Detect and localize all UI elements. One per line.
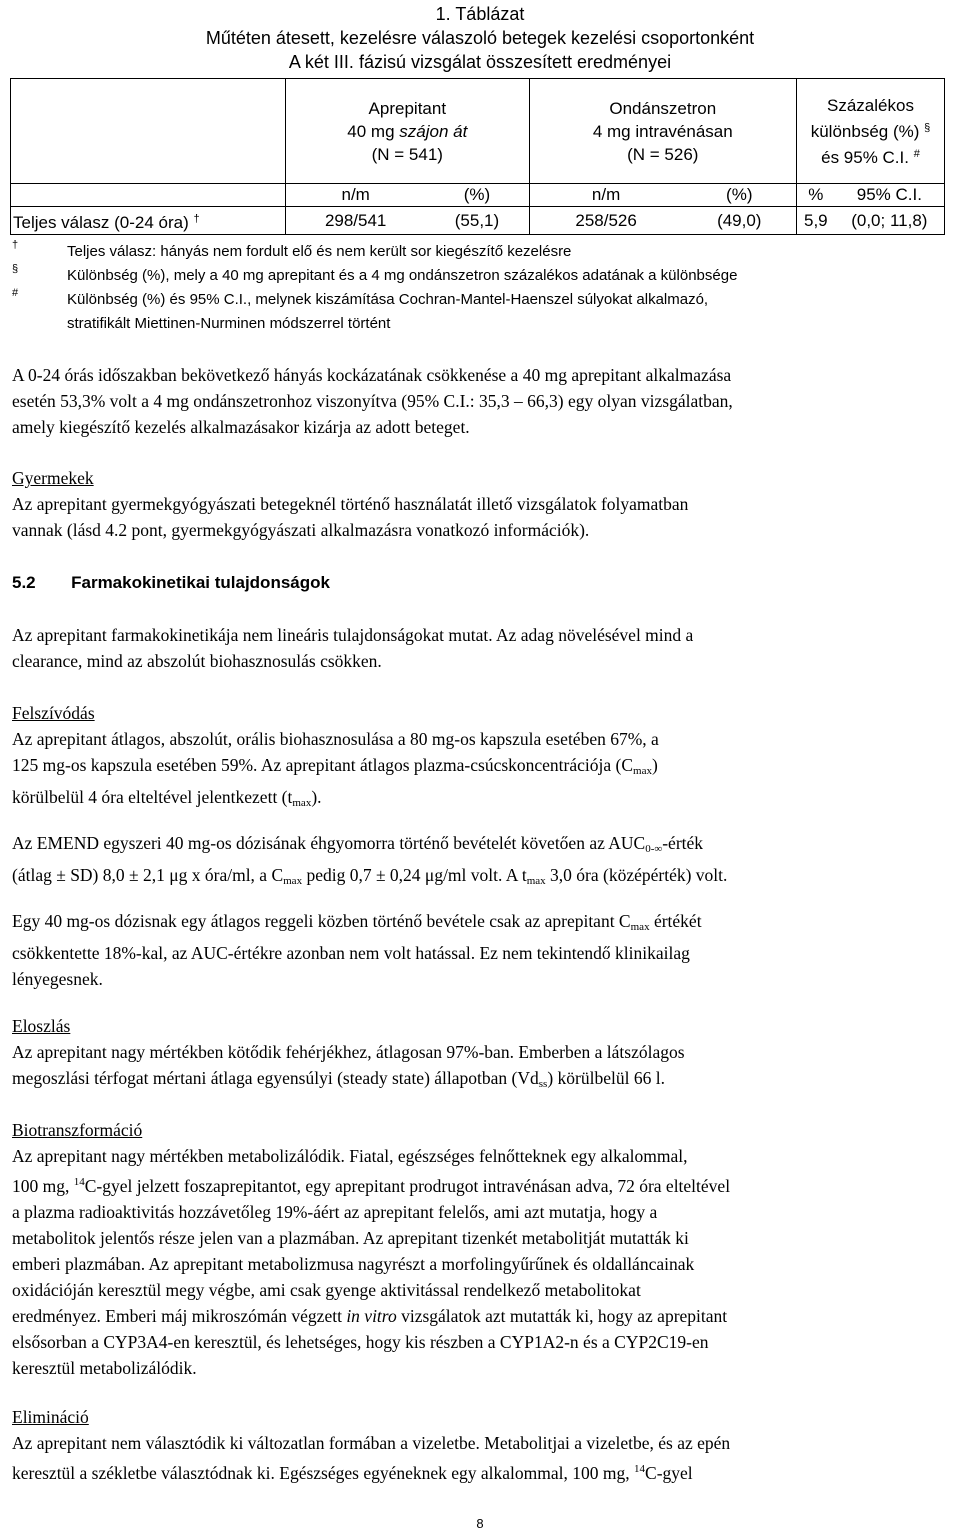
header-ondanszetron-line3: (N = 526) xyxy=(627,144,699,164)
text-line: keresztül a székletbe választódnak ki. Egészséges egyéneknek egy alkalommal, 100 mg, $^{14}$C-gyel xyxy=(12,1463,693,1483)
subheader-cell: (%) xyxy=(425,184,529,207)
header-aprepitant-line2: 40 mg szájon át xyxy=(347,121,468,141)
results-table xyxy=(10,78,945,235)
text-line: körülbelül 4 óra elteltével jelentkezett (tmax). xyxy=(12,787,322,809)
subheader-empty xyxy=(11,184,286,207)
heading-biotranszformacio: Biotranszformáció xyxy=(12,1120,143,1140)
heading-gyermekek: Gyermekek xyxy=(12,468,94,488)
table-cell: 5,9 xyxy=(796,207,834,235)
text-line: 125 mg-os kapszula esetében 59%. Az aprepitant átlagos plazma-csúcskoncentrációja (Cmax) xyxy=(12,755,658,777)
section-biotranszformacio xyxy=(12,1117,947,1381)
table-cell: 298/541 xyxy=(286,207,426,235)
subheader-cell: % xyxy=(796,184,834,207)
table-row xyxy=(11,207,945,235)
paragraph-risk-reduction xyxy=(12,362,947,440)
text-line: esetén 53,3% volt a 4 mg ondánszetronhoz viszonyítva (95% C.I.: 35,3 – 66,3) egy olyan vizsgálatban, xyxy=(12,391,733,411)
footnote xyxy=(10,240,945,264)
text-line: megoszlási térfogat mértani átlaga egyensúlyi (steady state) állapotban (Vdss) körülbelül 66 l. xyxy=(12,1068,665,1090)
text-line: 100 mg, $^{14}$C-gyel jelzett foszaprepitantot, egy aprepitant prodrugot intravénásan adva, 72 óra elteltével xyxy=(12,1176,731,1196)
section-number: 5.2 xyxy=(12,573,36,592)
section-title: Farmakokinetikai tulajdonságok xyxy=(71,573,330,592)
page-number: 8 xyxy=(476,1516,484,1531)
table-cell: 258/526 xyxy=(529,207,683,235)
text-line: keresztül metabolizálódik. xyxy=(12,1358,197,1378)
header-kulonbseg-line3: és 95% C.I. # xyxy=(821,147,920,167)
text-line: a plazma radioaktivitás hozzávetőleg 19%-áért az aprepitant felelős, ami azt mutatja, hogy a xyxy=(12,1202,658,1222)
footnote-text: Különbség (%), mely a 40 mg aprepitant és a 4 mg ondánszetron százalékos adatának a különbsége xyxy=(67,267,738,284)
table-title-line3: A két III. fázisú vizsgálat összesített eredményei xyxy=(288,52,672,72)
footnote-text: Különbség (%) és 95% C.I., melynek kiszámítása Cochran-Mantel-Haenszel súlyokat alkalmazó, xyxy=(67,291,709,308)
text-line: oxidációján keresztül megy végbe, ami csak gyenge aktivitással rendelkező metabolitokat xyxy=(12,1280,641,1300)
text-line: amely kiegészítő kezelés alkalmazásakor kizárja az adott beteget. xyxy=(12,417,470,437)
header-ondanszetron-line2: 4 mg intravénásan xyxy=(592,121,733,141)
header-kulonbseg-line2: különbség (%) § xyxy=(810,121,931,141)
header-empty-cell xyxy=(11,79,286,184)
footnote-mark: † xyxy=(12,239,19,251)
table-header-row xyxy=(11,79,945,184)
section-eliminacio xyxy=(12,1404,947,1486)
table-cell: (0,0; 11,8) xyxy=(835,207,945,235)
header-aprepitant xyxy=(286,79,530,184)
table-title-line1: 1. Táblázat xyxy=(435,4,525,24)
heading-eloszlas: Eloszlás xyxy=(12,1016,71,1036)
table-subheader-row xyxy=(11,184,945,207)
text-line: clearance, mind az abszolút biohasznosulás csökken. xyxy=(12,651,382,671)
paragraph-emend xyxy=(12,830,947,894)
text-line: Az aprepitant nagy mértékben kötődik fehérjékhez, átlagosan 97%-ban. Emberben a látszólagos xyxy=(12,1042,685,1062)
subheader-cell: (%) xyxy=(683,184,797,207)
footnote xyxy=(10,288,945,312)
footnote-mark: # xyxy=(12,287,19,299)
header-kulonbseg xyxy=(796,79,944,184)
text-line: A 0-24 órás időszakban bekövetkező hányás kockázatának csökkenése a 40 mg aprepitant alkalmazása xyxy=(12,365,732,385)
text-line: emberi plazmában. Az aprepitant metabolizmusa nagyrészt a morfolingyűrűnek és oldalláncainak xyxy=(12,1254,695,1274)
table-cell: (49,0) xyxy=(683,207,797,235)
table-title-line2: Műtéten átesett, kezelésre válaszoló betegek kezelési csoportonként xyxy=(205,28,755,48)
header-ondanszetron-line1: Ondánszetron xyxy=(609,98,717,118)
paragraph-pk xyxy=(12,622,947,674)
table-cell: (55,1) xyxy=(425,207,529,235)
header-ondanszetron xyxy=(529,79,796,184)
text-line: (átlag ± SD) 8,0 ± 2,1 μg x óra/ml, a Cmax pedig 0,7 ± 0,24 μg/ml volt. A tmax 3,0 óra (középérték) volt. xyxy=(12,865,728,887)
text-line: csökkentette 18%-kal, az AUC-értékre azonban nem volt hatással. Ez nem tekintendő klinikailag xyxy=(12,943,690,963)
text-line: Az aprepitant nagy mértékben metabolizálódik. Fiatal, egészséges felnőtteknek egy alkalommal, xyxy=(12,1146,688,1166)
text-line: Az aprepitant átlagos, abszolút, orális biohasznosulása a 80 mg-os kapszula esetében 67%, a xyxy=(12,729,659,749)
section-gyermekek xyxy=(12,465,947,543)
text-line: Az aprepitant gyermekgyógyászati betegeknél történő használatát illető vizsgálatok folyamatban xyxy=(12,494,689,514)
subheader-cell: 95% C.I. xyxy=(835,184,945,207)
text-line: vannak (lásd 4.2 pont, gyermekgyógyászati alkalmazásra vonatkozó információk). xyxy=(12,520,590,540)
footnote-text: Teljes válasz: hányás nem fordult elő és nem került sor kiegészítő kezelésre xyxy=(67,243,572,260)
footnote-text: stratifikált Miettinen-Nurminen módszerrel történt xyxy=(67,315,391,332)
footnote xyxy=(10,264,945,288)
table-title xyxy=(0,2,960,74)
text-line: elsősorban a CYP3A4-en keresztül, és lehetséges, hogy kis részben a CYP1A2-n és a CYP2C19-en xyxy=(12,1332,709,1352)
header-aprepitant-line3: (N = 541) xyxy=(371,144,443,164)
heading-eliminacio: Elimináció xyxy=(12,1407,89,1427)
section-eloszlas xyxy=(12,1013,947,1097)
text-line: lényegesnek. xyxy=(12,969,103,989)
table-footnotes xyxy=(10,240,945,336)
text-line: metabolitok jelentős része jelen van a plazmában. Az aprepitant tizenkét metabolitját mutatták ki xyxy=(12,1228,689,1248)
subheader-cell: n/m xyxy=(529,184,683,207)
section-5-2-heading xyxy=(12,570,947,596)
text-line: eredményez. Emberi máj mikroszómán végzett in vitro vizsgálatok azt mutatták ki, hogy az aprepitant xyxy=(12,1306,728,1326)
text-line: Egy 40 mg-os dózisnak egy átlagos reggeli közben történő bevétele csak az aprepitant Cmax értékét xyxy=(12,911,702,933)
header-aprepitant-line1: Aprepitant xyxy=(368,98,447,118)
row-label: Teljes válasz (0-24 óra) † xyxy=(11,207,286,235)
text-line: Az aprepitant farmakokinetikája nem lineáris tulajdonságokat mutat. Az adag növelésével mind a xyxy=(12,625,694,645)
text-line: Az aprepitant nem választódik ki változatlan formában a vizeletbe. Metabolitjai a vizeletbe, és az epén xyxy=(12,1433,731,1453)
footnote-mark: § xyxy=(12,263,19,275)
paragraph-egy40 xyxy=(12,908,947,992)
heading-felszivodas: Felszívódás xyxy=(12,703,95,723)
header-kulonbseg-line1: Százalékos xyxy=(827,95,914,115)
section-felszivodas xyxy=(12,700,947,816)
text-line: Az EMEND egyszeri 40 mg-os dózisának éhgyomorra történő bevételét követően az AUC0-∞-érték xyxy=(12,833,704,855)
subheader-cell: n/m xyxy=(286,184,426,207)
